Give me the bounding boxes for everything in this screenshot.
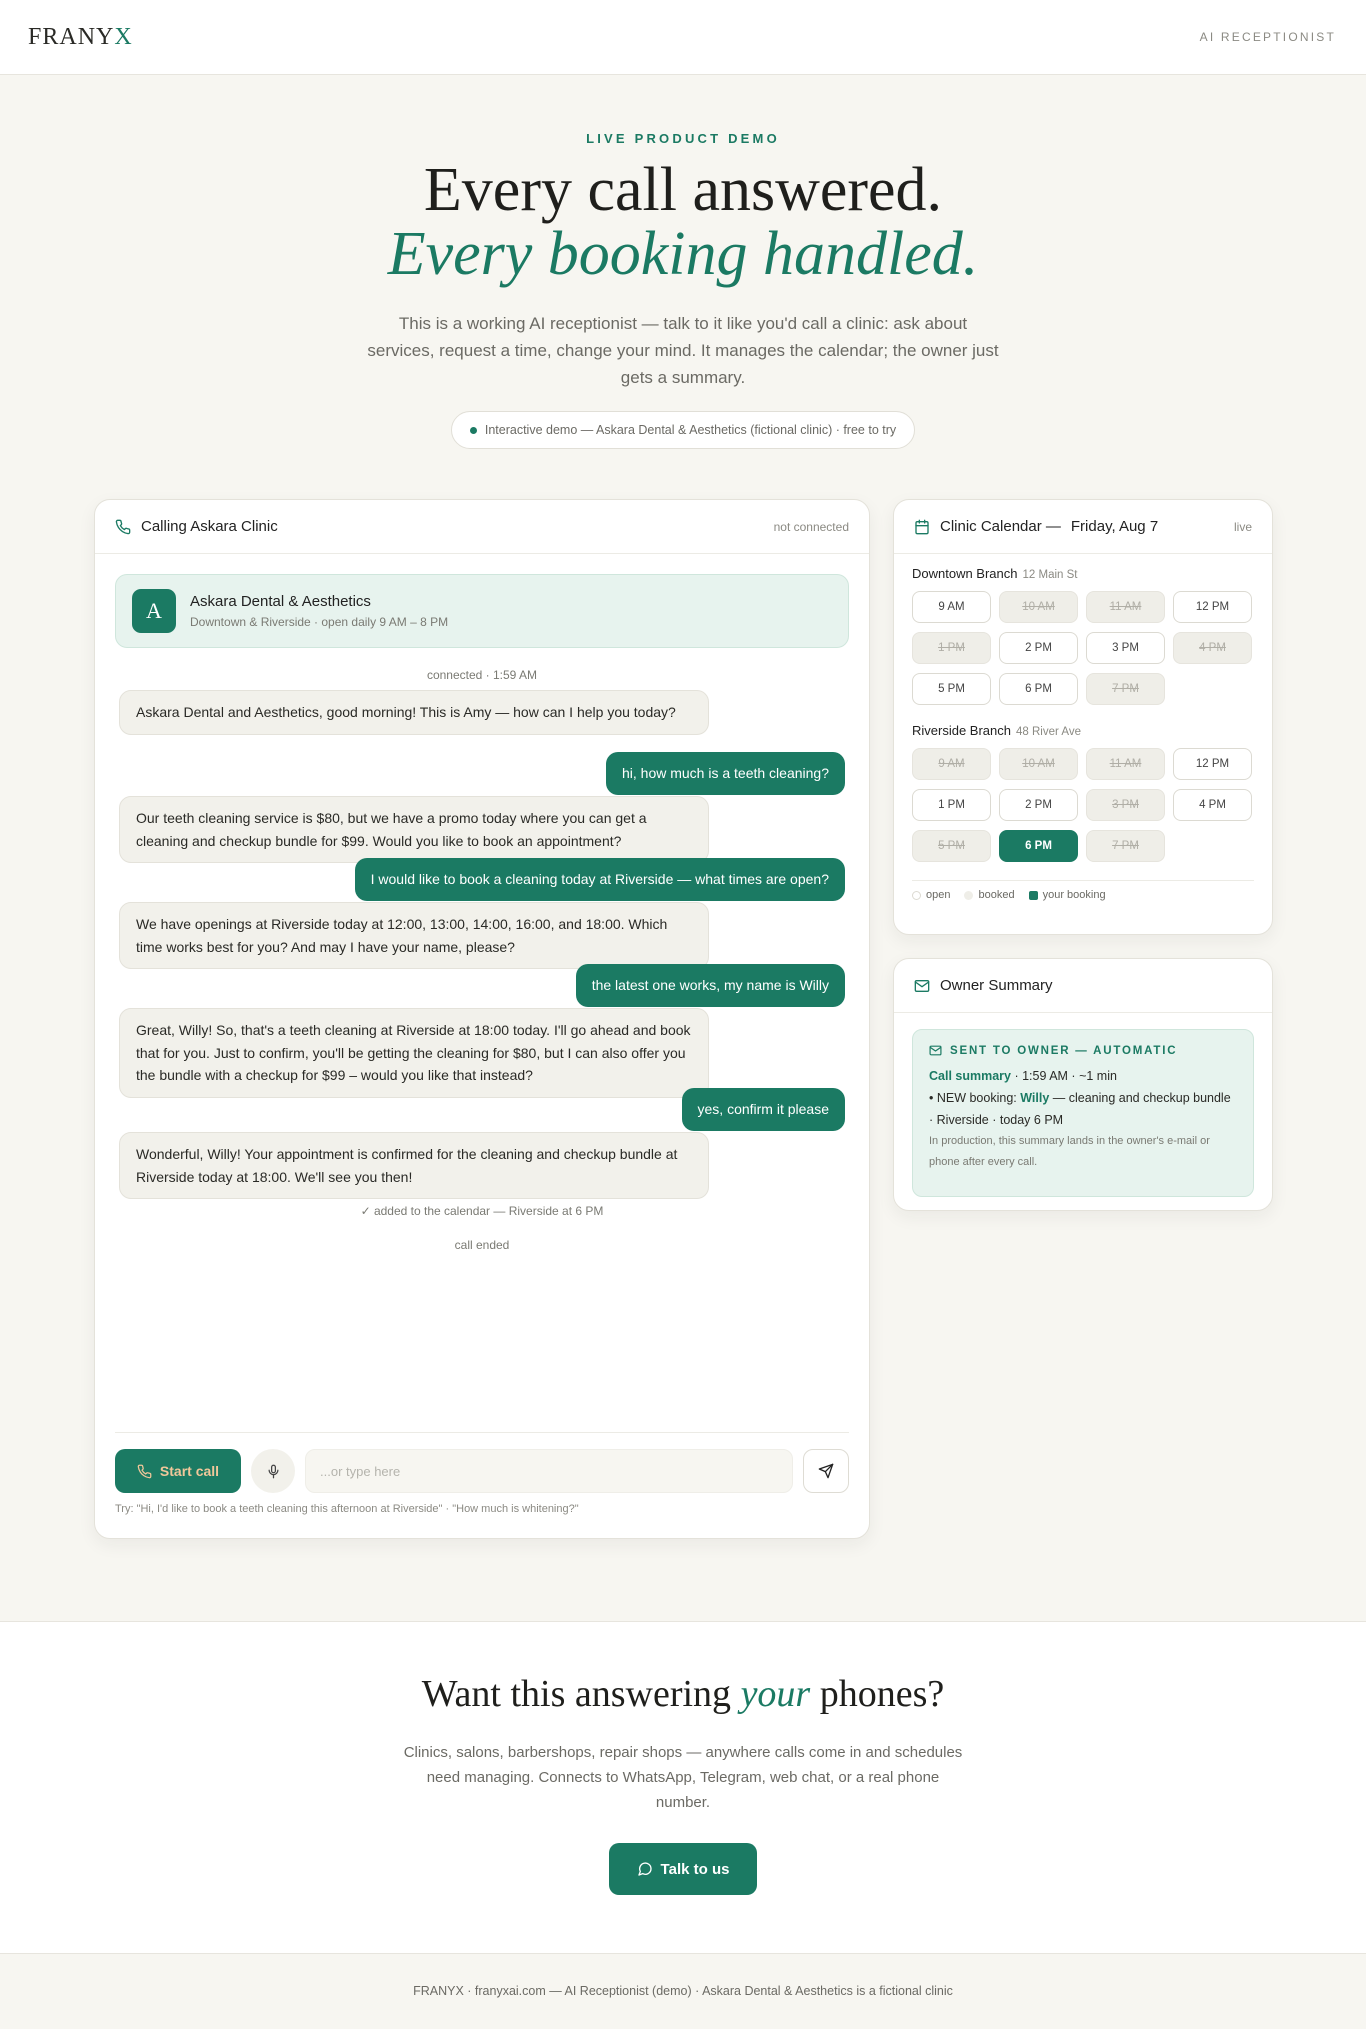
call-panel-title: Calling Askara Clinic — [141, 518, 278, 535]
open-swatch-icon — [912, 891, 921, 900]
talk-to-us-button[interactable] — [609, 1843, 758, 1895]
cta-section — [0, 1621, 1366, 1953]
message-ai: We have openings at Riverside today at 12:00, 13:00, 14:00, 16:00, and 18:00. Which time works best for you? And may I have your name, please? — [119, 902, 709, 969]
time-slot-booked: 7 PM — [1086, 673, 1165, 705]
time-slot-mine: 6 PM — [999, 830, 1078, 862]
mail-icon — [929, 1044, 942, 1057]
booking-name: Willy — [1020, 1091, 1050, 1105]
calendar-panel — [893, 499, 1273, 935]
message-input[interactable] — [305, 1449, 793, 1493]
time-slot-open[interactable]: 5 PM — [912, 673, 991, 705]
hero-title-line1: Every call answered. — [423, 156, 943, 224]
logo-text: FRANY — [28, 23, 115, 50]
cta-title-pre: Want this answering — [421, 1673, 741, 1715]
booked-swatch-icon — [964, 891, 973, 900]
summary-eyebrow: SENT TO OWNER — AUTOMATIC — [950, 1044, 1178, 1057]
top-bar — [0, 0, 1366, 75]
branch-downtown — [912, 566, 1254, 581]
calendar-legend — [912, 880, 1254, 901]
time-slot-open[interactable]: 2 PM — [999, 789, 1078, 821]
time-slot-booked: 1 PM — [912, 632, 991, 664]
call-panel — [94, 499, 870, 1539]
summary-meta: · 1:59 AM · ~1 min — [1010, 1069, 1117, 1083]
send-button[interactable] — [803, 1449, 849, 1493]
booking-prefix: • NEW booking: — [929, 1091, 1021, 1105]
legend-mine: your booking — [1042, 889, 1106, 901]
clinic-info — [115, 574, 849, 648]
clinic-hours: Downtown & Riverside · open daily 9 AM – 8 PM — [190, 615, 449, 629]
time-slot-open[interactable]: 6 PM — [999, 673, 1078, 705]
time-slot-open[interactable]: 2 PM — [999, 632, 1078, 664]
message-ai: Our teeth cleaning service is $80, but we have a promo today where you can get a cleaning and checkup bundle for $99. Would you like to book an appointment? — [119, 796, 709, 863]
time-slot-booked: 3 PM — [1086, 789, 1165, 821]
clinic-name: Askara Dental & Aesthetics — [190, 593, 371, 610]
branch-address: 12 Main St — [1022, 569, 1078, 581]
microphone-icon — [266, 1464, 281, 1479]
header-tagline: AI RECEPTIONIST — [1199, 30, 1336, 44]
time-slot-open[interactable]: 12 PM — [1173, 748, 1252, 780]
send-icon — [818, 1463, 834, 1479]
summary-note: In production, this summary lands in the owner's e-mail or phone after every call. — [929, 1135, 1210, 1168]
hero-lead: This is a working AI receptionist — talk to it like you'd call a clinic: ask about services, request a time, change your mind. It manages the calendar; the owner just gets a summary. — [367, 314, 999, 387]
calendar-icon — [914, 519, 930, 535]
booking-details: — cleaning and checkup bundle · Riverside · today 6 PM — [929, 1091, 1231, 1127]
connection-status: not connected — [773, 519, 849, 534]
call-ended-note: call ended — [454, 1238, 510, 1252]
mail-icon — [914, 978, 930, 994]
calendar-live-status: live — [1233, 519, 1252, 534]
hero — [0, 75, 1366, 449]
start-call-label: Start call — [159, 1463, 220, 1479]
cta-title — [0, 1672, 1366, 1716]
message-user: hi, how much is a teeth cleaning? — [606, 752, 845, 795]
owner-summary-title: Owner Summary — [940, 977, 1053, 994]
calendar-added-note: ✓ added to the calendar — Riverside at 6 PM — [360, 1204, 604, 1218]
branch-riverside — [912, 723, 1254, 738]
time-slot-open[interactable]: 3 PM — [1086, 632, 1165, 664]
branch-name: Riverside Branch — [912, 723, 1011, 738]
booking-swatch-icon — [1029, 891, 1038, 900]
time-slot-booked: 7 PM — [1086, 830, 1165, 862]
branch-name: Downtown Branch — [912, 566, 1018, 581]
microphone-button[interactable] — [251, 1449, 295, 1493]
time-slot-booked: 11 AM — [1086, 591, 1165, 623]
time-slot-booked: 10 AM — [999, 748, 1078, 780]
phone-icon — [115, 519, 131, 535]
talk-to-us-label: Talk to us — [660, 1860, 730, 1878]
hero-title-line2: Every booking handled. — [387, 220, 979, 288]
cta-title-post: phones? — [810, 1673, 945, 1715]
demo-pill — [451, 411, 915, 449]
time-slot-open[interactable]: 9 AM — [912, 591, 991, 623]
message-user: I would like to book a cleaning today at Riverside — what times are open? — [355, 858, 845, 901]
cta-text: Clinics, salons, barbershops, repair shops — anywhere calls come in and schedules need managing. Connects to WhatsApp, Telegram, web chat, or a real phone number. — [403, 1744, 963, 1811]
riverside-slots — [912, 748, 1254, 862]
branch-address: 48 River Ave — [1016, 726, 1081, 738]
message-ai: Askara Dental and Aesthetics, good morning! This is Amy — how can I help you today? — [119, 690, 709, 735]
phone-icon — [137, 1464, 152, 1479]
legend-open: open — [926, 889, 951, 901]
logo-accent: X — [114, 23, 133, 50]
footer — [0, 1953, 1366, 2028]
time-slot-booked: 11 AM — [1086, 748, 1165, 780]
time-slot-open[interactable]: 1 PM — [912, 789, 991, 821]
try-hint: Try: "Hi, I'd like to book a teeth cleaning this afternoon at Riverside" · "How much is whitening?" — [115, 1503, 579, 1515]
calendar-header — [894, 500, 1272, 554]
message-ai: Wonderful, Willy! Your appointment is confirmed for the cleaning and checkup bundle at Riverside today at 18:00. We'll see you then! — [119, 1132, 709, 1199]
logo[interactable] — [28, 24, 133, 51]
message-user: yes, confirm it please — [682, 1088, 846, 1131]
message-list — [95, 648, 869, 1408]
live-dot-icon — [470, 427, 477, 434]
time-slot-open[interactable]: 12 PM — [1173, 591, 1252, 623]
message-ai: Great, Willy! So, that's a teeth cleaning at Riverside at 18:00 today. I'll go ahead and book that for you. Just to confirm, you'll be getting the cleaning for $80, but I can also offer you the bundle with a checkup for $99 – would you like that instead? — [119, 1008, 709, 1098]
call-panel-header — [95, 500, 869, 554]
owner-summary-header — [894, 959, 1272, 1013]
chat-bubble-icon — [637, 1861, 653, 1877]
connected-note: connected · 1:59 AM — [426, 668, 538, 682]
calendar-title: Clinic Calendar — — [940, 518, 1061, 535]
time-slot-booked: 5 PM — [912, 830, 991, 862]
start-call-button[interactable] — [115, 1449, 241, 1493]
demo-panels — [0, 499, 1366, 1659]
footer-text: FRANYX · franyxai.com — AI Receptionist (demo) · Askara Dental & Aesthetics is a fictional clinic — [413, 1984, 953, 1998]
message-user: the latest one works, my name is Willy — [576, 964, 845, 1007]
owner-summary-panel — [893, 958, 1273, 1211]
summary-box — [912, 1029, 1254, 1197]
time-slot-booked: 10 AM — [999, 591, 1078, 623]
summary-label: Call summary — [929, 1069, 1011, 1083]
time-slot-open[interactable]: 4 PM — [1173, 789, 1252, 821]
time-slot-booked: 4 PM — [1173, 632, 1252, 664]
clinic-avatar: A — [132, 589, 176, 633]
cta-title-emphasis: your — [740, 1673, 811, 1715]
time-slot-booked: 9 AM — [912, 748, 991, 780]
demo-pill-text: Interactive demo — Askara Dental & Aesthetics (fictional clinic) · free to try — [484, 423, 897, 437]
downtown-slots — [912, 591, 1254, 705]
hero-eyebrow: LIVE PRODUCT DEMO — [586, 131, 780, 146]
calendar-date: Friday, Aug 7 — [1070, 518, 1159, 535]
legend-booked: booked — [978, 889, 1015, 901]
composer — [115, 1432, 849, 1515]
